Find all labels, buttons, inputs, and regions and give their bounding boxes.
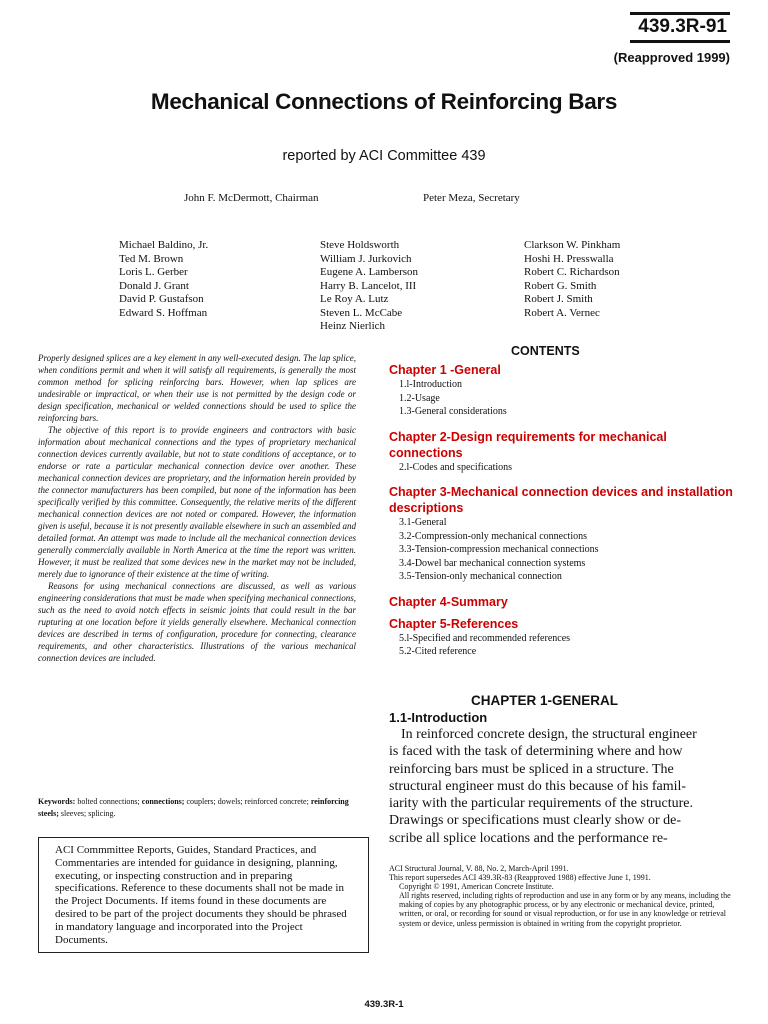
body-line: Drawings or specifications must clearly show or de-: [389, 813, 681, 829]
document-number: 439.3R-91: [630, 12, 730, 43]
intro-body: [389, 726, 733, 847]
toc-chapter-2: [389, 429, 734, 475]
toc-item[interactable]: 3.1-General: [399, 517, 447, 528]
member-name: Hoshi H. Presswalla: [524, 252, 614, 265]
members-column-1: [119, 239, 208, 320]
member-name: Harry B. Lancelot, III: [320, 279, 417, 292]
member-name: David P. Gustafson: [119, 293, 204, 305]
aci-notice-box: ACI Commmittee Reports, Guides, Standard Practices, and Commentaries are intended for guidance in designing, planning, executing, or inspecting construction and in preparing specifications. Reference to these documents shall not be made in the Project Documents. If items found in these documents are desired to be part of the project documents they should be phrased in mandatory language and incorporated into the Project Documents.: [38, 837, 369, 953]
toc-chapter-title[interactable]: Chapter 1 -General: [389, 363, 501, 377]
toc-chapter-title[interactable]: Chapter 4-Summary: [389, 594, 508, 609]
footnote-rights: All rights reserved, including rights of reproduction and use in any form or by any means, including the making of copies by any photographic process, or by any electronic or mechanical device, printed, written, or oral, or recording for sound or visual reproduction, or for use in any knowledge or retrieval system or device, unless permission is obtained in writing from the copyright proprietor.: [399, 891, 731, 928]
footnote-supersedes: This report supersedes ACI 439.3R-83 (Reapproved 1988) effective June 1, 1991.: [389, 873, 651, 883]
keywords-label: Keywords:: [38, 797, 76, 806]
member-name: Robert J. Smith: [524, 293, 593, 305]
toc-item[interactable]: 5.l-Specified and recommended references: [399, 632, 571, 644]
body-line: reinforcing bars must be spliced in a structure. The: [389, 761, 674, 777]
keyword-text: sleeves; splicing.: [60, 809, 116, 818]
toc-chapter-3: [389, 484, 734, 584]
reapproved-note: (Reapproved 1999): [613, 50, 730, 65]
toc-chapter-5: [389, 616, 734, 659]
toc-item[interactable]: 1.l-Introduction: [399, 379, 463, 390]
page-number: 439.3R-1: [364, 999, 404, 1010]
member-name: Ted M. Brown: [119, 252, 184, 265]
member-name: Loris L. Gerber: [119, 266, 188, 278]
body-line: is faced with the task of determining where and how: [389, 744, 683, 760]
abstract-paragraph: Reasons for using mechanical connections are discussed, as well as various engineering considerations that must be made when specifying mechanical connections, such as the need to avoid notch effects in seismic joints that could result in the bar rupturing at one location before it yields generally elsewhere. Mechanical connection devices are described in terms of configuration, procedure for connecting, clearance requirements, and other characteristics. Illustrations of the various mechanical connection devices are included.: [38, 581, 356, 663]
member-name: Eugene A. Lamberson: [320, 266, 419, 278]
section-heading: 1.1-Introduction: [389, 710, 488, 725]
toc-chapter-title[interactable]: Chapter 5-References: [389, 616, 519, 631]
member-name: Edward S. Hoffman: [119, 306, 208, 319]
table-of-contents: [389, 362, 734, 669]
toc-chapter-1: [389, 362, 734, 419]
toc-item[interactable]: 5.2-Cited reference: [399, 646, 477, 657]
member-name: Robert A. Vernec: [524, 306, 600, 319]
keyword-text: bolted connections;: [77, 797, 140, 806]
body-line: In reinforced concrete design, the structural engineer: [401, 727, 697, 742]
contents-heading: CONTENTS: [511, 344, 580, 358]
toc-item[interactable]: 1.2-Usage: [399, 392, 440, 404]
keyword-bold: connections;: [141, 797, 185, 806]
toc-item[interactable]: 3.2-Compression-only mechanical connections: [399, 530, 588, 542]
member-name: Steven L. McCabe: [320, 306, 403, 319]
toc-item[interactable]: 3.5-Tension-only mechanical connection: [399, 571, 562, 582]
toc-chapter-title[interactable]: Chapter 3-Mechanical connection devices and installation descriptions: [389, 485, 733, 515]
toc-item[interactable]: 3.3-Tension-compression mechanical connections: [399, 544, 599, 555]
footnote-copyright: Copyright © 1991, American Concrete Institute.: [399, 882, 554, 892]
member-name: Michael Baldino, Jr.: [119, 239, 209, 251]
toc-item[interactable]: 2.l-Codes and specifications: [399, 461, 513, 473]
abstract-paragraph: Properly designed splices are a key element in any well-executed design. The lap splice, when conditions permit and when it will satisfy all requirements, is generally the most common method for splicing reinforcing bars. However, when lap splices are undesirable or impractical, or when their use is not permitted by the design code or design specification, mechanical or welded connections should be used to splice the reinforcing bars.: [38, 353, 356, 423]
abstract: [38, 352, 356, 664]
document-subtitle: reported by ACI Committee 439: [282, 148, 486, 164]
keyword-text: couplers; dowels; reinforced concrete;: [186, 797, 309, 806]
committee-chairman: John F. McDermott, Chairman: [184, 192, 319, 204]
toc-chapter-title[interactable]: Chapter 2-Design requirements for mechanical connections: [389, 429, 667, 460]
toc-item[interactable]: 3.4-Dowel bar mechanical connection systems: [399, 557, 586, 569]
member-name: William J. Jurkovich: [320, 252, 412, 265]
toc-chapter-4: [389, 594, 734, 610]
abstract-paragraph: The objective of this report is to provide engineers and contractors with basic information about mechanical connections and the types of proprietary mechanical connection devices currently available, but not to state conditions of acceptance, or to endorse or rate a particular mechanical connection device over another. These mechanical connection devices are proprietary, and the information herein provided by the connector manufacturers has been compiled, but none of the information has been specifically verified by this committee. Consequently, the relative merits of the different mechanical connection devices are not noted or compared. However, the information given is useful, because it is not presently available elsewhere in such an assembled and detailed format. An attempt was made to include all the mechanical connection devices generally commercially available in North America at the time the report was written. However, it must be realized that some devices new in the market may not be included, merely due to ignorance of their existence at the time of writing.: [38, 425, 356, 579]
keyword-bold: reinforcing steels;: [38, 797, 349, 818]
document-title: Mechanical Connections of Reinforcing Bars: [150, 89, 618, 114]
member-name: Robert C. Richardson: [524, 266, 620, 278]
members-column-2: [320, 239, 418, 334]
chapter-1-heading: CHAPTER 1-GENERAL: [471, 693, 619, 708]
member-name: Donald J. Grant: [119, 279, 189, 292]
body-line: structural engineer must do this because of his famil-: [389, 778, 687, 794]
footnote: [389, 864, 731, 928]
footnote-journal: ACI Structural Journal, V. 88, No. 2, March-April 1991.: [389, 864, 569, 873]
member-name: Le Roy A. Lutz: [320, 293, 389, 305]
members-column-3: [524, 239, 620, 320]
keywords: [38, 796, 358, 820]
member-name: Robert G. Smith: [524, 279, 597, 292]
committee-secretary: Peter Meza, Secretary: [423, 192, 520, 204]
body-line: iarity with the particular requirements of the structure.: [389, 796, 694, 812]
member-name: Clarkson W. Pinkham: [524, 239, 621, 251]
toc-item[interactable]: 1.3-General considerations: [399, 406, 507, 417]
body-line: scribe all splice locations and the performance re-: [389, 830, 668, 846]
member-name: Heinz Nierlich: [320, 320, 386, 332]
member-name: Steve Holdsworth: [320, 239, 400, 251]
